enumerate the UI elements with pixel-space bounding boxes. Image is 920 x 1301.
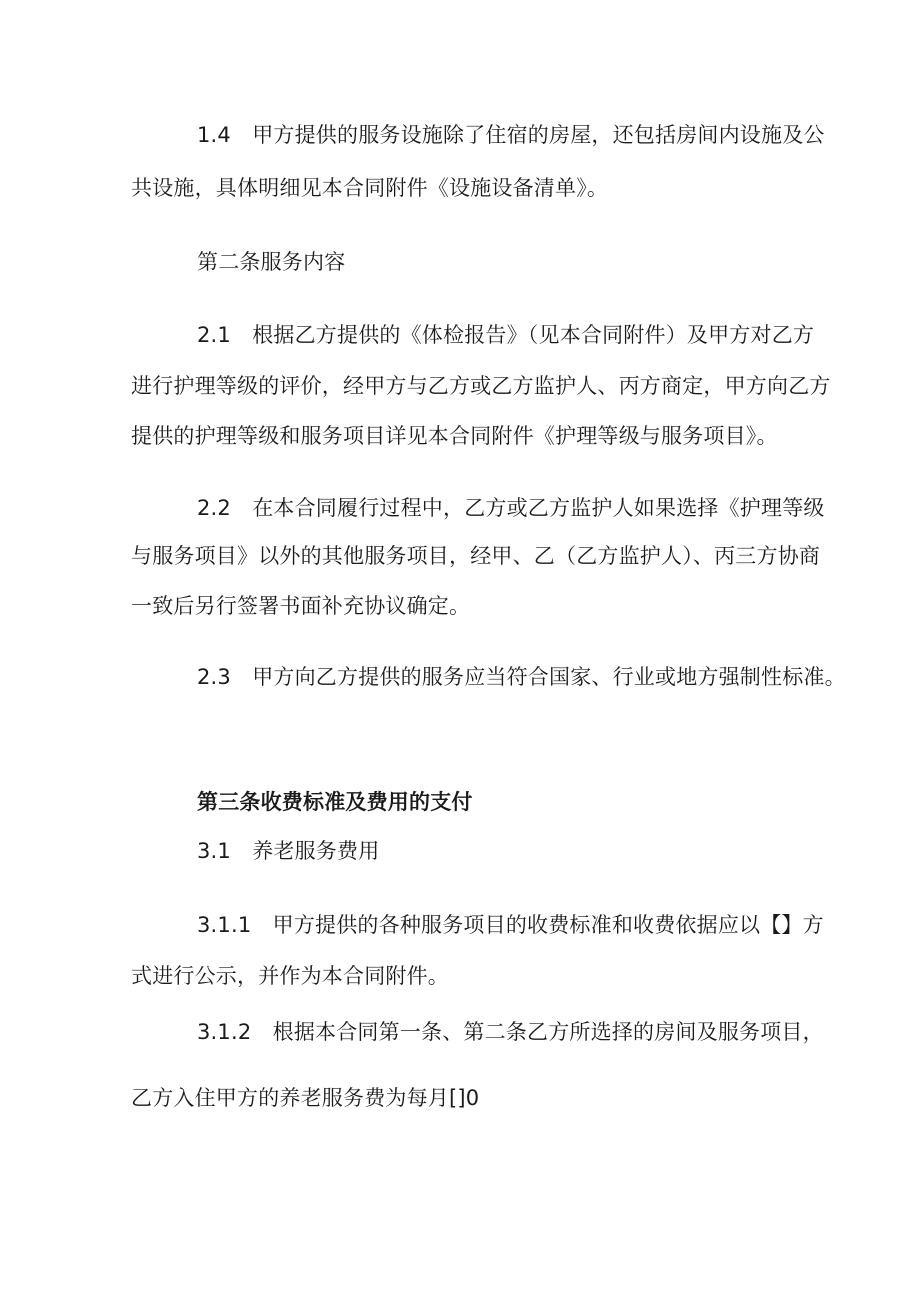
article-3-heading: 第三条收费标准及费用的支付: [197, 790, 473, 814]
clause-2-1-line-2: 进行护理等级的评价，经甲方与乙方或乙方监护人、丙方商定，甲方向乙方: [131, 374, 831, 398]
clause-3-1-2-line-2: 乙方入住甲方的养老服务费为每月[]0: [131, 1086, 480, 1110]
clause-2-2-line-3: 一致后另行签署书面补充协议确定。: [131, 594, 471, 618]
clause-3-1: 3.1 养老服务费用: [197, 839, 380, 863]
clause-3-1-1-line-2: 式进行公示，并作为本合同附件。: [131, 964, 449, 988]
clause-2-2-line-2: 与服务项目》以外的其他服务项目，经甲、乙（乙方监护人）、丙三方协商: [131, 544, 821, 568]
clause-2-1-line-1: 2.1 根据乙方提供的《体检报告》（见本合同附件）及甲方对乙方: [197, 323, 815, 347]
clause-1-4-line-1: 1.4 甲方提供的服务设施除了住宿的房屋，还包括房间内设施及公: [197, 123, 825, 147]
clause-3-1-1-line-1: 3.1.1 甲方提供的各种服务项目的收费标准和收费依据应以【】方: [197, 913, 824, 937]
clause-2-1-line-3: 提供的护理等级和服务项目详见本合同附件《护理等级与服务项目》。: [131, 424, 778, 448]
clause-2-2-line-1: 2.2 在本合同履行过程中，乙方或乙方监护人如果选择《护理等级: [197, 496, 825, 520]
clause-1-4-line-2: 共设施，具体明细见本合同附件《设施设备清单》。: [131, 176, 609, 200]
clause-2-3: 2.3 甲方向乙方提供的服务应当符合国家、行业或地方强制性标准。: [197, 665, 846, 689]
clause-3-1-2-line-1: 3.1.2 根据本合同第一条、第二条乙方所选择的房间及服务项目，: [197, 1020, 824, 1044]
article-2-heading: 第二条服务内容: [197, 250, 346, 274]
